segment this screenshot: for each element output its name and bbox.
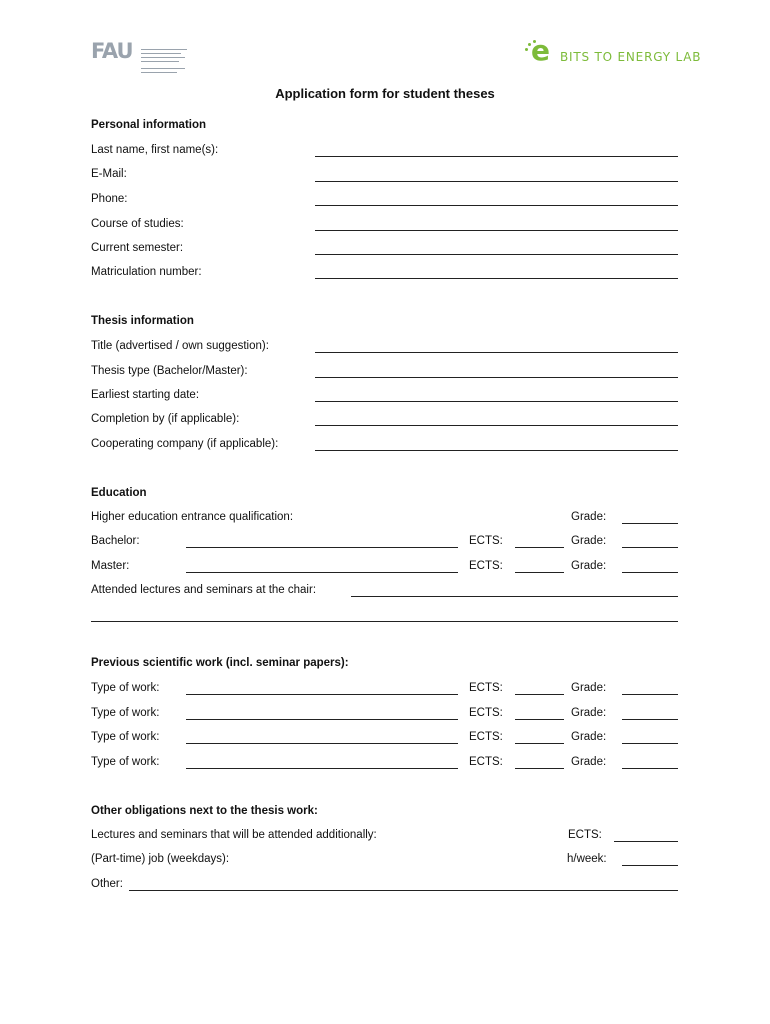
label-lectures: Attended lectures and seminars at the chair: — [91, 584, 317, 596]
master-field[interactable] — [186, 572, 458, 573]
fau-logo — [91, 39, 201, 77]
section-heading-thesis: Thesis information — [91, 315, 194, 327]
label-grade: Grade: — [571, 535, 607, 547]
bachelor-field[interactable] — [186, 547, 458, 548]
label-type-of-work: Type of work: — [91, 682, 160, 694]
bits-to-energy-lab-logo — [525, 34, 702, 72]
section-heading-previous-work: Previous scientific work (incl. seminar papers): — [91, 657, 349, 669]
fau-logo-text: FAU — [91, 39, 133, 63]
label-ects: ECTS: — [568, 829, 602, 841]
label-type-of-work: Type of work: — [91, 756, 160, 768]
label-entrance: Higher education entrance qualification: — [91, 511, 294, 523]
label-course: Course of studies: — [91, 218, 184, 230]
label-email: E-Mail: — [91, 168, 127, 180]
label-grade: Grade: — [571, 756, 607, 768]
work-3-ects-field[interactable] — [515, 743, 564, 744]
section-heading-personal: Personal information — [91, 119, 207, 131]
work-1-grade-field[interactable] — [622, 694, 678, 695]
label-ects: ECTS: — [469, 560, 503, 572]
label-grade: Grade: — [571, 560, 607, 572]
completion-field[interactable] — [315, 425, 678, 426]
start-date-field[interactable] — [315, 401, 678, 402]
section-heading-education: Education — [91, 487, 147, 499]
job-hours-field[interactable] — [622, 865, 678, 866]
work-1-field[interactable] — [186, 694, 458, 695]
other-field[interactable] — [129, 890, 678, 891]
course-field[interactable] — [315, 230, 678, 231]
label-grade: Grade: — [571, 682, 607, 694]
label-master: Master: — [91, 560, 130, 572]
lab-logo-text: BITS TO ENERGY LAB — [560, 50, 702, 64]
label-grade: Grade: — [571, 731, 607, 743]
additional-ects-field[interactable] — [614, 841, 678, 842]
work-1-ects-field[interactable] — [515, 694, 564, 695]
label-matriculation: Matriculation number: — [91, 266, 202, 278]
lectures-field[interactable] — [351, 596, 678, 597]
work-4-ects-field[interactable] — [515, 768, 564, 769]
label-hours-per-week: h/week: — [567, 853, 607, 865]
semester-field[interactable] — [315, 254, 678, 255]
master-ects-field[interactable] — [515, 572, 564, 573]
label-completion: Completion by (if applicable): — [91, 413, 240, 425]
label-ects: ECTS: — [469, 682, 503, 694]
label-thesis-title: Title (advertised / own suggestion): — [91, 340, 269, 352]
work-2-ects-field[interactable] — [515, 719, 564, 720]
matriculation-field[interactable] — [315, 278, 678, 279]
label-grade: Grade: — [571, 511, 607, 523]
form-title: Application form for student theses — [275, 86, 495, 101]
work-2-grade-field[interactable] — [622, 719, 678, 720]
entrance-grade-field[interactable] — [622, 523, 678, 524]
label-ects: ECTS: — [469, 756, 503, 768]
label-other: Other: — [91, 878, 123, 890]
bachelor-grade-field[interactable] — [622, 547, 678, 548]
label-thesis-type: Thesis type (Bachelor/Master): — [91, 365, 248, 377]
label-job: (Part-time) job (weekdays): — [91, 853, 230, 865]
company-field[interactable] — [315, 450, 678, 451]
e-logo-icon: e — [531, 34, 550, 67]
label-type-of-work: Type of work: — [91, 707, 160, 719]
work-4-grade-field[interactable] — [622, 768, 678, 769]
label-type-of-work: Type of work: — [91, 731, 160, 743]
label-company: Cooperating company (if applicable): — [91, 438, 279, 450]
work-2-field[interactable] — [186, 719, 458, 720]
label-ects: ECTS: — [469, 707, 503, 719]
work-3-grade-field[interactable] — [622, 743, 678, 744]
work-3-field[interactable] — [186, 743, 458, 744]
name-field[interactable] — [315, 156, 678, 157]
work-4-field[interactable] — [186, 768, 458, 769]
lectures-field-continued[interactable] — [91, 621, 678, 622]
label-bachelor: Bachelor: — [91, 535, 140, 547]
label-start-date: Earliest starting date: — [91, 389, 200, 401]
label-phone: Phone: — [91, 193, 128, 205]
thesis-type-field[interactable] — [315, 377, 678, 378]
master-grade-field[interactable] — [622, 572, 678, 573]
thesis-title-field[interactable] — [315, 352, 678, 353]
label-semester: Current semester: — [91, 242, 184, 254]
label-additional-lectures: Lectures and seminars that will be attended additionally: — [91, 829, 377, 841]
label-grade: Grade: — [571, 707, 607, 719]
label-name: Last name, first name(s): — [91, 144, 219, 156]
section-heading-obligations: Other obligations next to the thesis work: — [91, 805, 318, 817]
email-field[interactable] — [315, 181, 678, 182]
phone-field[interactable] — [315, 205, 678, 206]
bachelor-ects-field[interactable] — [515, 547, 564, 548]
label-ects: ECTS: — [469, 535, 503, 547]
label-ects: ECTS: — [469, 731, 503, 743]
